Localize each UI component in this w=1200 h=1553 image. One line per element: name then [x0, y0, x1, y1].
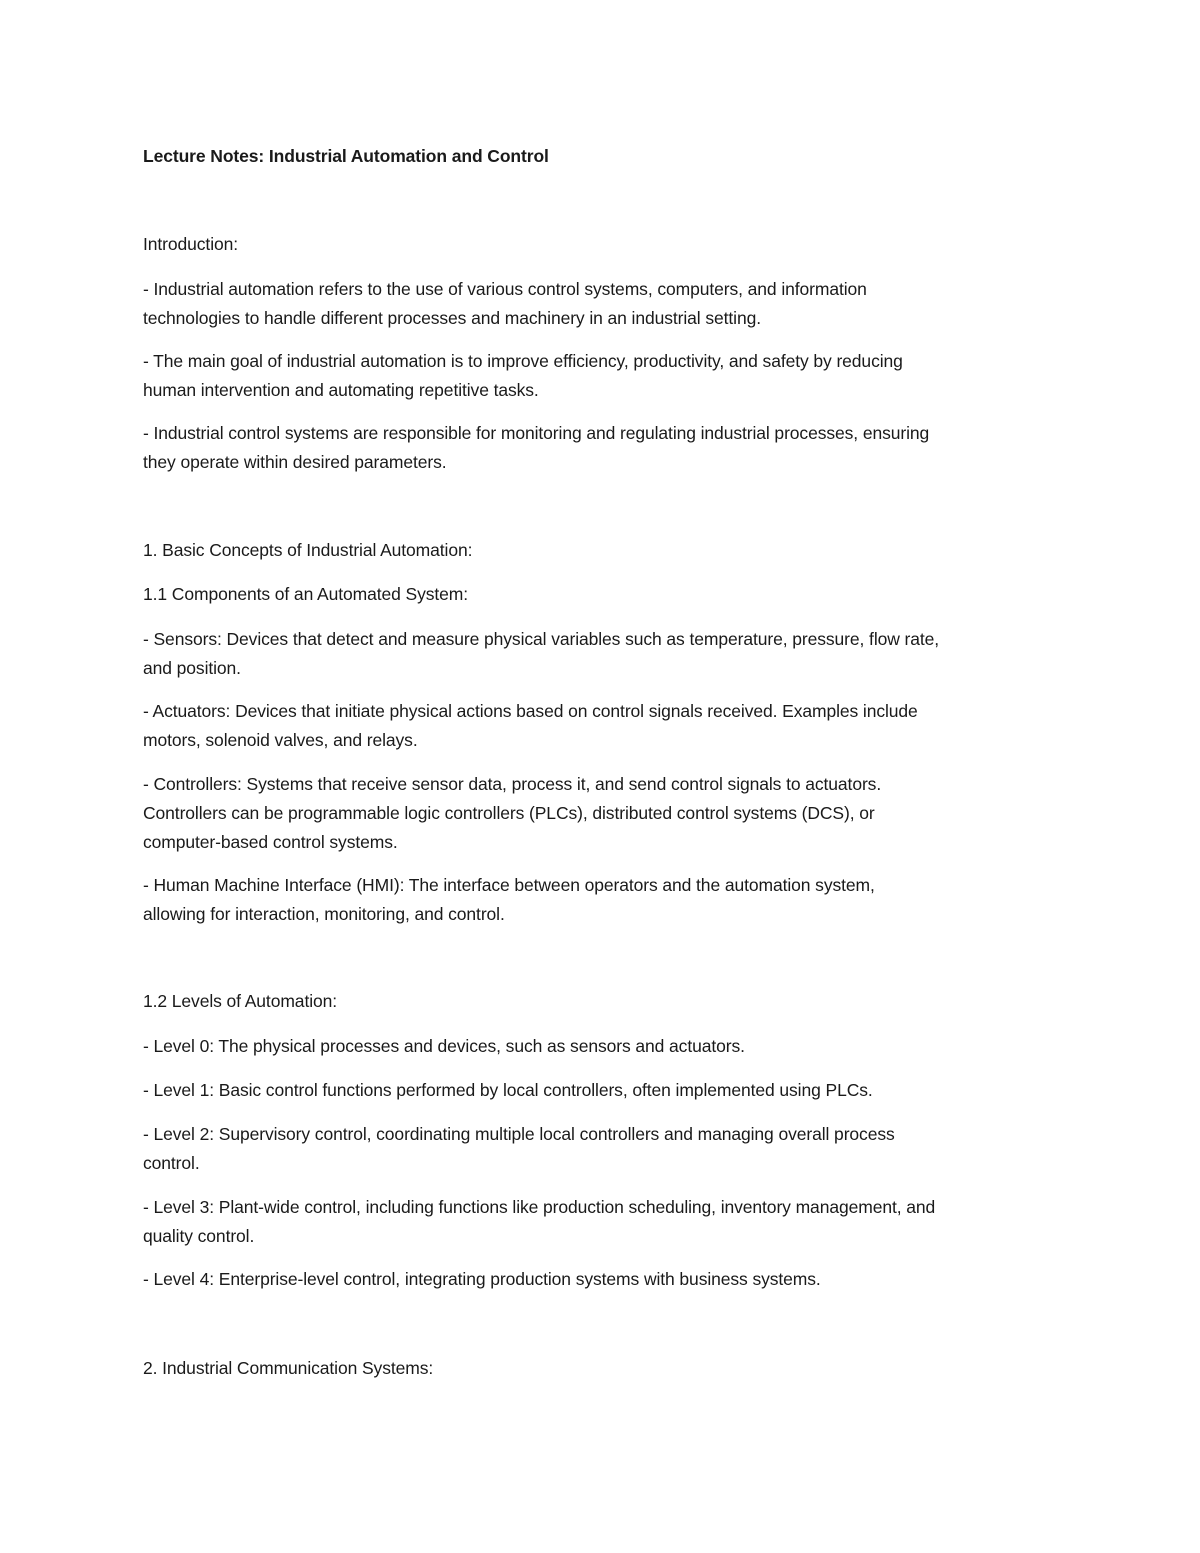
level-0-line-1: - Level 0: The physical processes and devices, such as sensors and actuators.: [143, 1036, 745, 1056]
component-hmi-line-1: - Human Machine Interface (HMI): The interface between operators and the automation system,: [143, 875, 875, 895]
intro-item-1-line-2: technologies to handle different processes and machinery in an industrial setting.: [143, 308, 761, 328]
level-2-line-1: - Level 2: Supervisory control, coordinating multiple local controllers and managing overall process: [143, 1124, 895, 1144]
intro-item-2-line-1: - The main goal of industrial automation is to improve efficiency, productivity, and safety by reducing: [143, 351, 903, 371]
intro-item-3-line-2: they operate within desired parameters.: [143, 452, 447, 472]
intro-item-1-line-1: - Industrial automation refers to the use of various control systems, computers, and information: [143, 279, 867, 299]
document-title: Lecture Notes: Industrial Automation and Control: [143, 146, 549, 166]
subsection-1-1-heading: 1.1 Components of an Automated System:: [143, 584, 469, 604]
level-4-line-1: - Level 4: Enterprise-level control, integrating production systems with business systems.: [143, 1269, 821, 1289]
component-actuators-line-2: motors, solenoid valves, and relays.: [143, 730, 418, 750]
component-controllers-line-2: Controllers can be programmable logic controllers (PLCs), distributed control systems (DCS), or: [143, 803, 875, 823]
component-sensors-line-1: - Sensors: Devices that detect and measure physical variables such as temperature, pressure, flow rate,: [143, 629, 940, 649]
level-3-line-2: quality control.: [143, 1226, 255, 1246]
component-actuators-line-1: - Actuators: Devices that initiate physical actions based on control signals received. Examples include: [143, 701, 918, 721]
component-controllers-line-3: computer-based control systems.: [143, 832, 398, 852]
intro-item-2-line-2: human intervention and automating repetitive tasks.: [143, 380, 539, 400]
component-controllers-line-1: - Controllers: Systems that receive sensor data, process it, and send control signals to actuators.: [143, 774, 882, 794]
intro-item-3-line-1: - Industrial control systems are responsible for monitoring and regulating industrial processes, ensuring: [143, 423, 930, 443]
level-2-line-2: control.: [143, 1153, 200, 1173]
component-hmi-line-2: allowing for interaction, monitoring, and control.: [143, 904, 505, 924]
subsection-1-2-heading: 1.2 Levels of Automation:: [143, 991, 338, 1011]
component-sensors-line-2: and position.: [143, 658, 241, 678]
level-1-line-1: - Level 1: Basic control functions performed by local controllers, often implemented using PLCs.: [143, 1080, 873, 1100]
section-1-heading: 1. Basic Concepts of Industrial Automation:: [143, 540, 473, 560]
intro-heading: Introduction:: [143, 234, 239, 254]
section-2-heading: 2. Industrial Communication Systems:: [143, 1358, 434, 1378]
level-3-line-1: - Level 3: Plant-wide control, including functions like production scheduling, inventory management, and: [143, 1197, 936, 1217]
